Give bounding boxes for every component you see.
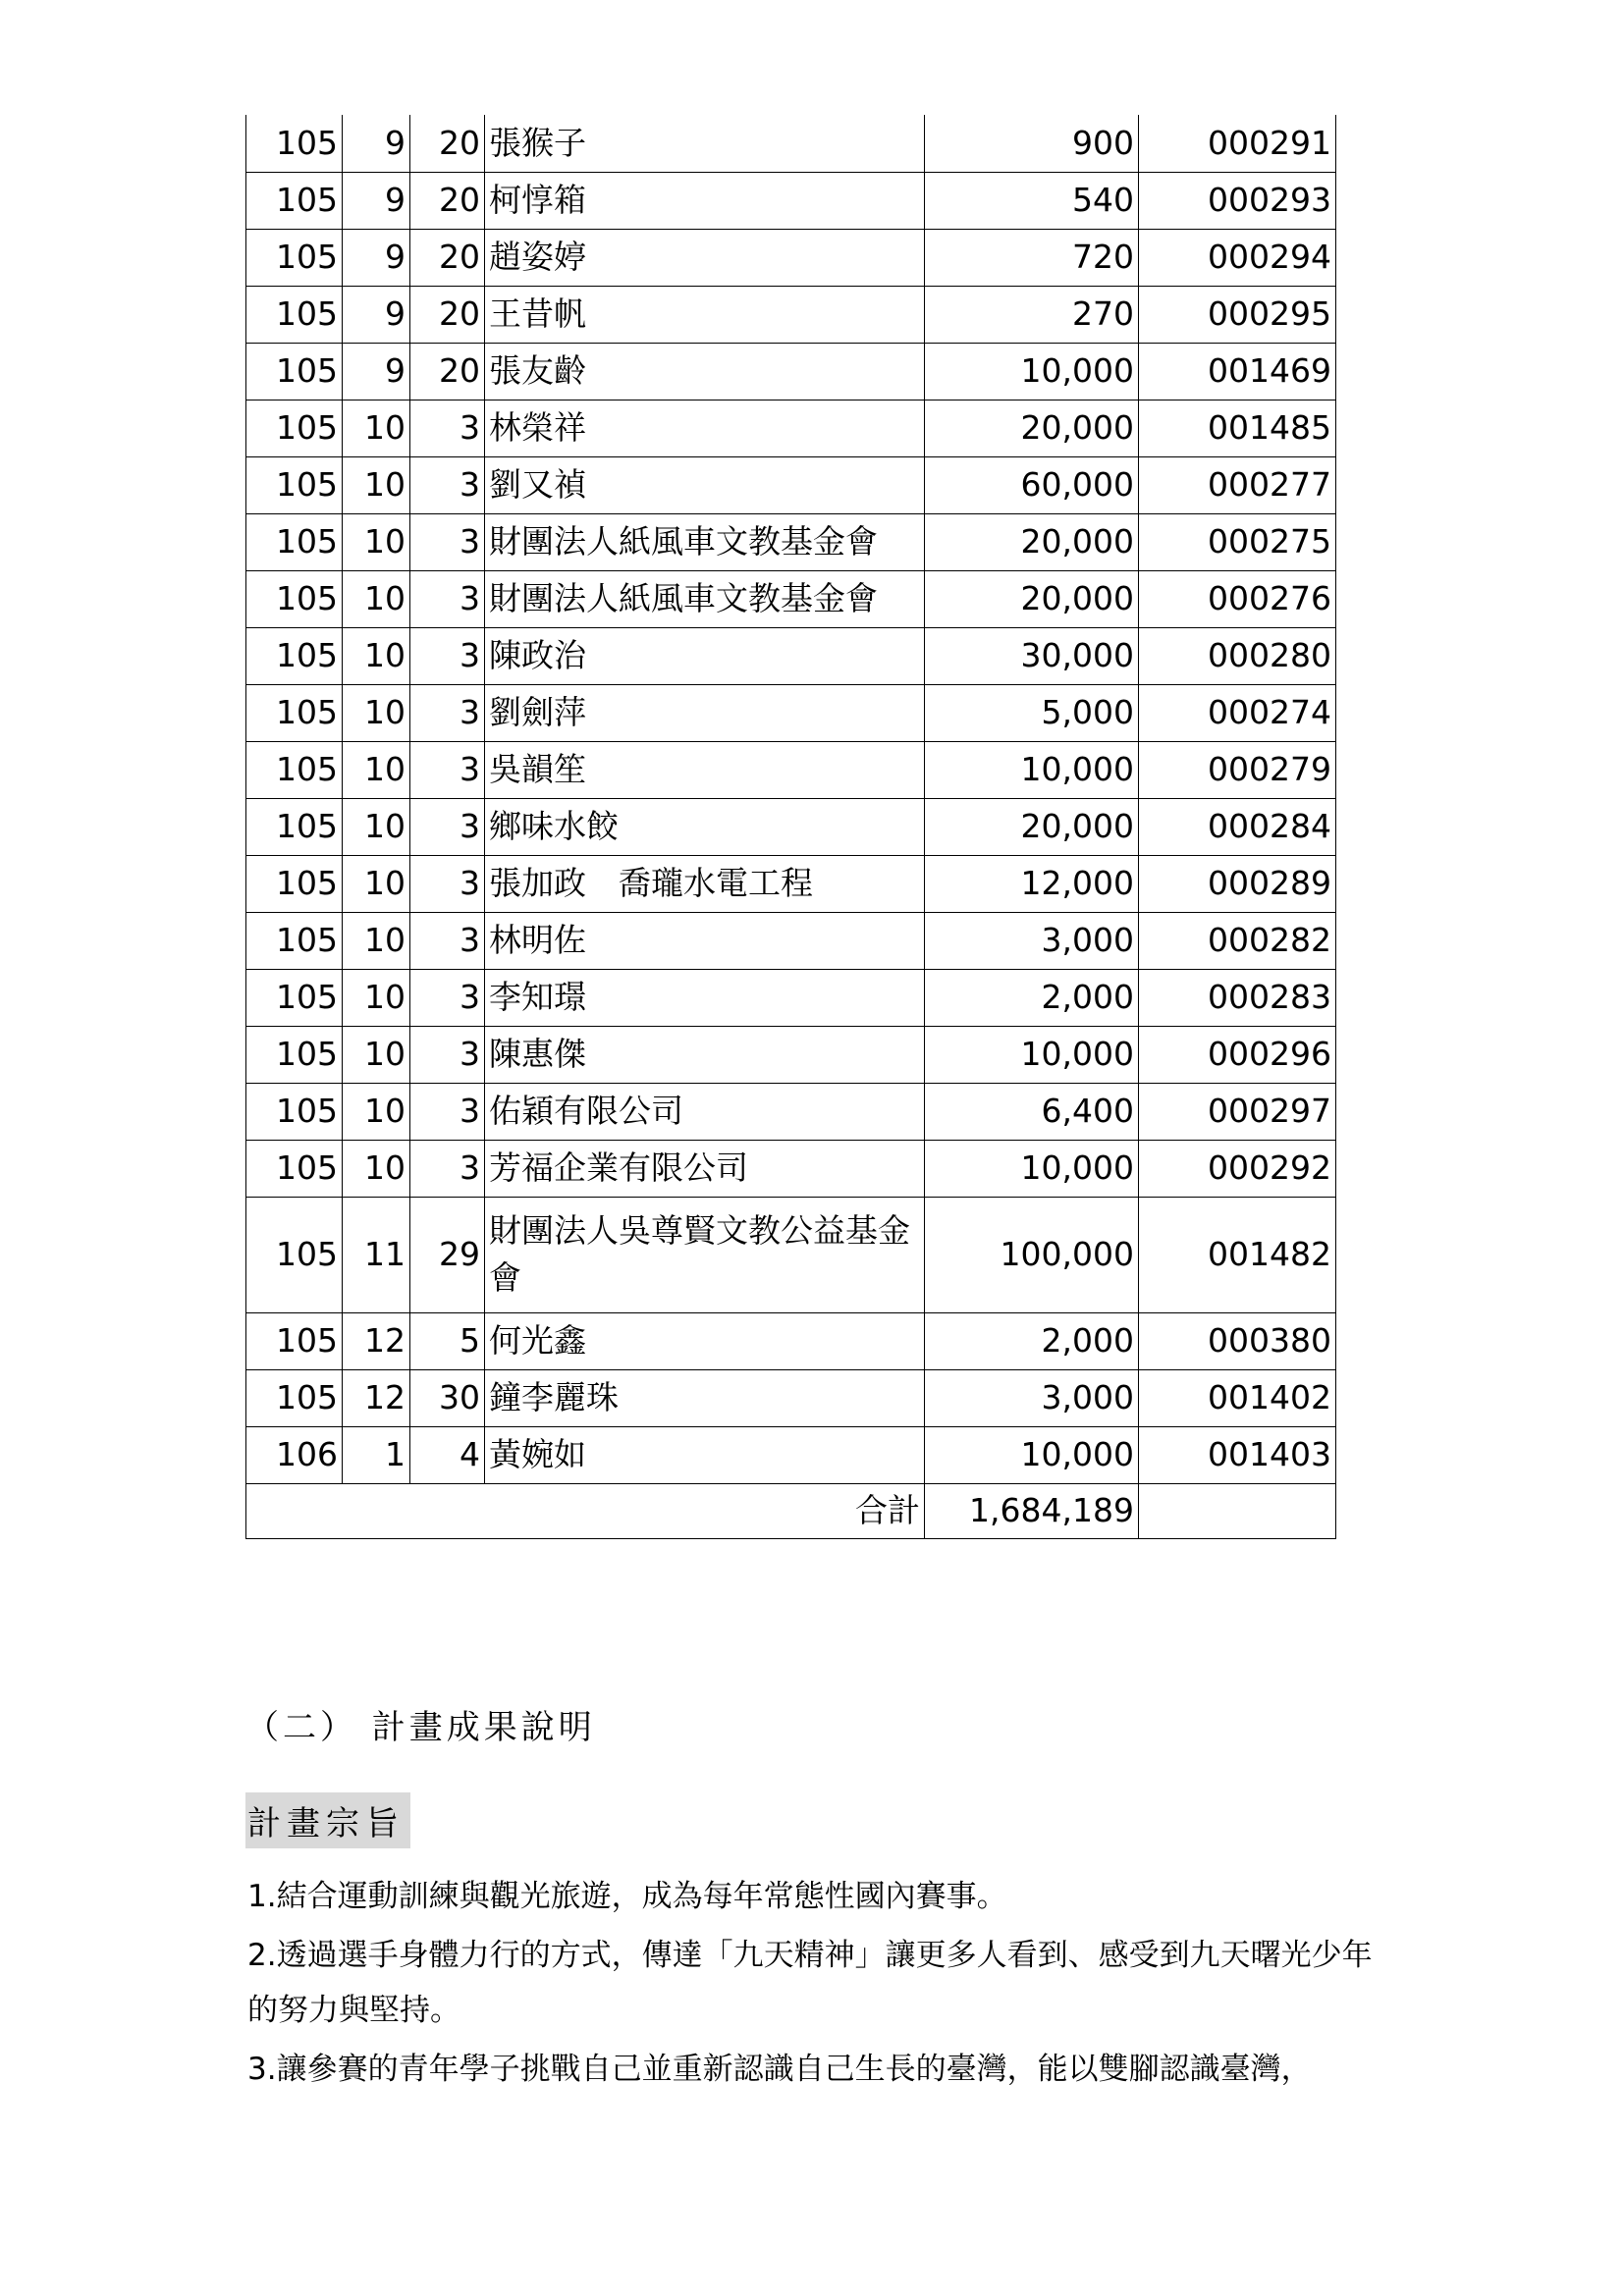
month-cell: 12 <box>343 1312 410 1369</box>
day-cell: 3 <box>410 1083 485 1140</box>
year-cell: 105 <box>246 1369 343 1426</box>
donor-name-cell: 陳惠傑 <box>485 1026 925 1083</box>
day-cell: 3 <box>410 855 485 912</box>
month-cell: 10 <box>343 400 410 456</box>
table-row <box>246 684 1336 741</box>
day-cell: 3 <box>410 684 485 741</box>
year-cell: 105 <box>246 343 343 400</box>
year-cell: 105 <box>246 855 343 912</box>
year-cell: 105 <box>246 400 343 456</box>
year-cell: 105 <box>246 627 343 684</box>
receipt-number-cell: 000289 <box>1139 855 1336 912</box>
donor-name-cell: 林榮祥 <box>485 400 925 456</box>
table-row <box>246 513 1336 570</box>
month-cell: 11 <box>343 1197 410 1312</box>
month-cell: 9 <box>343 286 410 343</box>
day-cell: 5 <box>410 1312 485 1369</box>
month-cell: 10 <box>343 912 410 969</box>
receipt-number-cell: 000297 <box>1139 1083 1336 1140</box>
donor-name-cell: 張猴子 <box>485 115 925 172</box>
amount-cell: 10,000 <box>925 1426 1139 1483</box>
table-row <box>246 343 1336 400</box>
day-cell: 3 <box>410 912 485 969</box>
donor-name-cell: 趙姿婷 <box>485 229 925 286</box>
table-row <box>246 855 1336 912</box>
purpose-item-3: 3.讓參賽的青年學子挑戰自己並重新認識自己生長的臺灣，能以雙腳認識臺灣， <box>247 2052 1312 2087</box>
receipt-number-cell: 000294 <box>1139 229 1336 286</box>
year-cell: 105 <box>246 229 343 286</box>
receipt-number-cell: 001485 <box>1139 400 1336 456</box>
amount-cell: 20,000 <box>925 798 1139 855</box>
month-cell: 10 <box>343 570 410 627</box>
table-row <box>246 286 1336 343</box>
year-cell: 105 <box>246 513 343 570</box>
month-cell: 10 <box>343 1140 410 1197</box>
month-cell: 1 <box>343 1426 410 1483</box>
month-cell: 10 <box>343 1083 410 1140</box>
day-cell: 3 <box>410 627 485 684</box>
day-cell: 3 <box>410 1026 485 1083</box>
table-row <box>246 741 1336 798</box>
amount-cell: 10,000 <box>925 741 1139 798</box>
amount-cell: 900 <box>925 115 1139 172</box>
day-cell: 4 <box>410 1426 485 1483</box>
receipt-number-cell: 000283 <box>1139 969 1336 1026</box>
year-cell: 105 <box>246 684 343 741</box>
month-cell: 10 <box>343 969 410 1026</box>
year-cell: 105 <box>246 570 343 627</box>
receipt-number-cell: 001469 <box>1139 343 1336 400</box>
amount-cell: 2,000 <box>925 1312 1139 1369</box>
amount-cell: 10,000 <box>925 1026 1139 1083</box>
amount-cell: 20,000 <box>925 400 1139 456</box>
receipt-number-cell: 000274 <box>1139 684 1336 741</box>
plan-purpose-heading: 計畫宗旨 <box>245 1792 410 1848</box>
day-cell: 3 <box>410 400 485 456</box>
year-cell: 105 <box>246 1140 343 1197</box>
amount-cell: 30,000 <box>925 627 1139 684</box>
month-cell: 10 <box>343 798 410 855</box>
donor-name-cell: 王昔帆 <box>485 286 925 343</box>
purpose-item-1: 1.結合運動訓練與觀光旅遊，成為每年常態性國內賽事。 <box>247 1879 1007 1914</box>
day-cell: 20 <box>410 343 485 400</box>
receipt-number-cell: 000295 <box>1139 286 1336 343</box>
year-cell: 105 <box>246 798 343 855</box>
month-cell: 10 <box>343 684 410 741</box>
year-cell: 105 <box>246 741 343 798</box>
receipt-number-cell: 000277 <box>1139 456 1336 513</box>
day-cell: 20 <box>410 229 485 286</box>
day-cell: 3 <box>410 513 485 570</box>
table-row <box>246 400 1336 456</box>
section-heading: （二） 計畫成果說明 <box>245 1708 596 1747</box>
receipt-number-cell: 000284 <box>1139 798 1336 855</box>
receipt-number-cell: 000282 <box>1139 912 1336 969</box>
month-cell: 10 <box>343 741 410 798</box>
amount-cell: 20,000 <box>925 570 1139 627</box>
donor-name-cell: 何光鑫 <box>485 1312 925 1369</box>
receipt-number-cell: 000296 <box>1139 1026 1336 1083</box>
donor-name-cell: 鐘李麗珠 <box>485 1369 925 1426</box>
table-row <box>246 912 1336 969</box>
amount-cell: 20,000 <box>925 513 1139 570</box>
donor-name-cell: 黃婉如 <box>485 1426 925 1483</box>
table-row <box>246 1312 1336 1369</box>
year-cell: 105 <box>246 1083 343 1140</box>
amount-cell: 60,000 <box>925 456 1139 513</box>
day-cell: 3 <box>410 798 485 855</box>
donor-name-cell: 佑穎有限公司 <box>485 1083 925 1140</box>
month-cell: 9 <box>343 172 410 229</box>
donor-name-cell: 張加政 喬瓏水電工程 <box>485 855 925 912</box>
table-row <box>246 570 1336 627</box>
receipt-number-cell: 000291 <box>1139 115 1336 172</box>
table-row <box>246 172 1336 229</box>
total-amount: 1,684,189 <box>925 1483 1139 1538</box>
amount-cell: 3,000 <box>925 912 1139 969</box>
amount-cell: 270 <box>925 286 1139 343</box>
year-cell: 105 <box>246 912 343 969</box>
purpose-item-2: 2.透過選手身體力行的方式，傳達「九天精神」讓更多人看到、感受到九天曙光少年的努力與堅持。 <box>247 1938 1373 2028</box>
amount-cell: 10,000 <box>925 1140 1139 1197</box>
donor-name-cell: 財團法人紙風車文教基金會 <box>485 513 925 570</box>
table-row <box>246 1140 1336 1197</box>
donation-table-body <box>246 115 1336 1538</box>
day-cell: 3 <box>410 969 485 1026</box>
donor-name-cell: 芳福企業有限公司 <box>485 1140 925 1197</box>
day-cell: 29 <box>410 1197 485 1312</box>
year-cell: 105 <box>246 1197 343 1312</box>
total-receipt-empty <box>1139 1483 1336 1538</box>
receipt-number-cell: 001402 <box>1139 1369 1336 1426</box>
day-cell: 20 <box>410 286 485 343</box>
receipt-number-cell: 000280 <box>1139 627 1336 684</box>
day-cell: 30 <box>410 1369 485 1426</box>
table-row <box>246 1083 1336 1140</box>
donor-name-cell: 劉劍萍 <box>485 684 925 741</box>
table-row <box>246 1369 1336 1426</box>
day-cell: 3 <box>410 741 485 798</box>
table-row <box>246 969 1336 1026</box>
month-cell: 12 <box>343 1369 410 1426</box>
donor-name-cell: 陳政治 <box>485 627 925 684</box>
amount-cell: 5,000 <box>925 684 1139 741</box>
amount-cell: 2,000 <box>925 969 1139 1026</box>
month-cell: 9 <box>343 115 410 172</box>
amount-cell: 720 <box>925 229 1139 286</box>
donor-name-cell: 李知璟 <box>485 969 925 1026</box>
donation-table <box>245 115 1336 1539</box>
year-cell: 105 <box>246 172 343 229</box>
table-row <box>246 798 1336 855</box>
table-row <box>246 229 1336 286</box>
receipt-number-cell: 000279 <box>1139 741 1336 798</box>
table-row <box>246 456 1336 513</box>
year-cell: 105 <box>246 286 343 343</box>
day-cell: 20 <box>410 115 485 172</box>
year-cell: 105 <box>246 456 343 513</box>
donor-name-cell: 劉又禎 <box>485 456 925 513</box>
donor-name-cell: 吳韻笙 <box>485 741 925 798</box>
receipt-number-cell: 001403 <box>1139 1426 1336 1483</box>
amount-cell: 6,400 <box>925 1083 1139 1140</box>
day-cell: 20 <box>410 172 485 229</box>
receipt-number-cell: 000380 <box>1139 1312 1336 1369</box>
month-cell: 9 <box>343 229 410 286</box>
donor-name-cell: 財團法人吳尊賢文教公益基金會 <box>485 1197 925 1312</box>
donor-name-cell: 張友齡 <box>485 343 925 400</box>
donor-name-cell: 鄉味水餃 <box>485 798 925 855</box>
receipt-number-cell: 000293 <box>1139 172 1336 229</box>
table-row <box>246 115 1336 172</box>
amount-cell: 12,000 <box>925 855 1139 912</box>
table-row <box>246 1026 1336 1083</box>
donor-name-cell: 林明佐 <box>485 912 925 969</box>
year-cell: 105 <box>246 1312 343 1369</box>
total-row <box>246 1483 1336 1538</box>
day-cell: 3 <box>410 456 485 513</box>
amount-cell: 10,000 <box>925 343 1139 400</box>
receipt-number-cell: 000276 <box>1139 570 1336 627</box>
table-row <box>246 1426 1336 1483</box>
month-cell: 10 <box>343 513 410 570</box>
receipt-number-cell: 000292 <box>1139 1140 1336 1197</box>
day-cell: 3 <box>410 570 485 627</box>
year-cell: 105 <box>246 1026 343 1083</box>
table-row <box>246 1197 1336 1312</box>
receipt-number-cell: 000275 <box>1139 513 1336 570</box>
amount-cell: 540 <box>925 172 1139 229</box>
donor-name-cell: 柯惇箱 <box>485 172 925 229</box>
table-row <box>246 627 1336 684</box>
month-cell: 9 <box>343 343 410 400</box>
month-cell: 10 <box>343 855 410 912</box>
year-cell: 106 <box>246 1426 343 1483</box>
month-cell: 10 <box>343 627 410 684</box>
receipt-number-cell: 001482 <box>1139 1197 1336 1312</box>
amount-cell: 3,000 <box>925 1369 1139 1426</box>
donor-name-cell: 財團法人紙風車文教基金會 <box>485 570 925 627</box>
year-cell: 105 <box>246 115 343 172</box>
month-cell: 10 <box>343 456 410 513</box>
amount-cell: 100,000 <box>925 1197 1139 1312</box>
total-label: 合計 <box>246 1483 925 1538</box>
year-cell: 105 <box>246 969 343 1026</box>
day-cell: 3 <box>410 1140 485 1197</box>
month-cell: 10 <box>343 1026 410 1083</box>
